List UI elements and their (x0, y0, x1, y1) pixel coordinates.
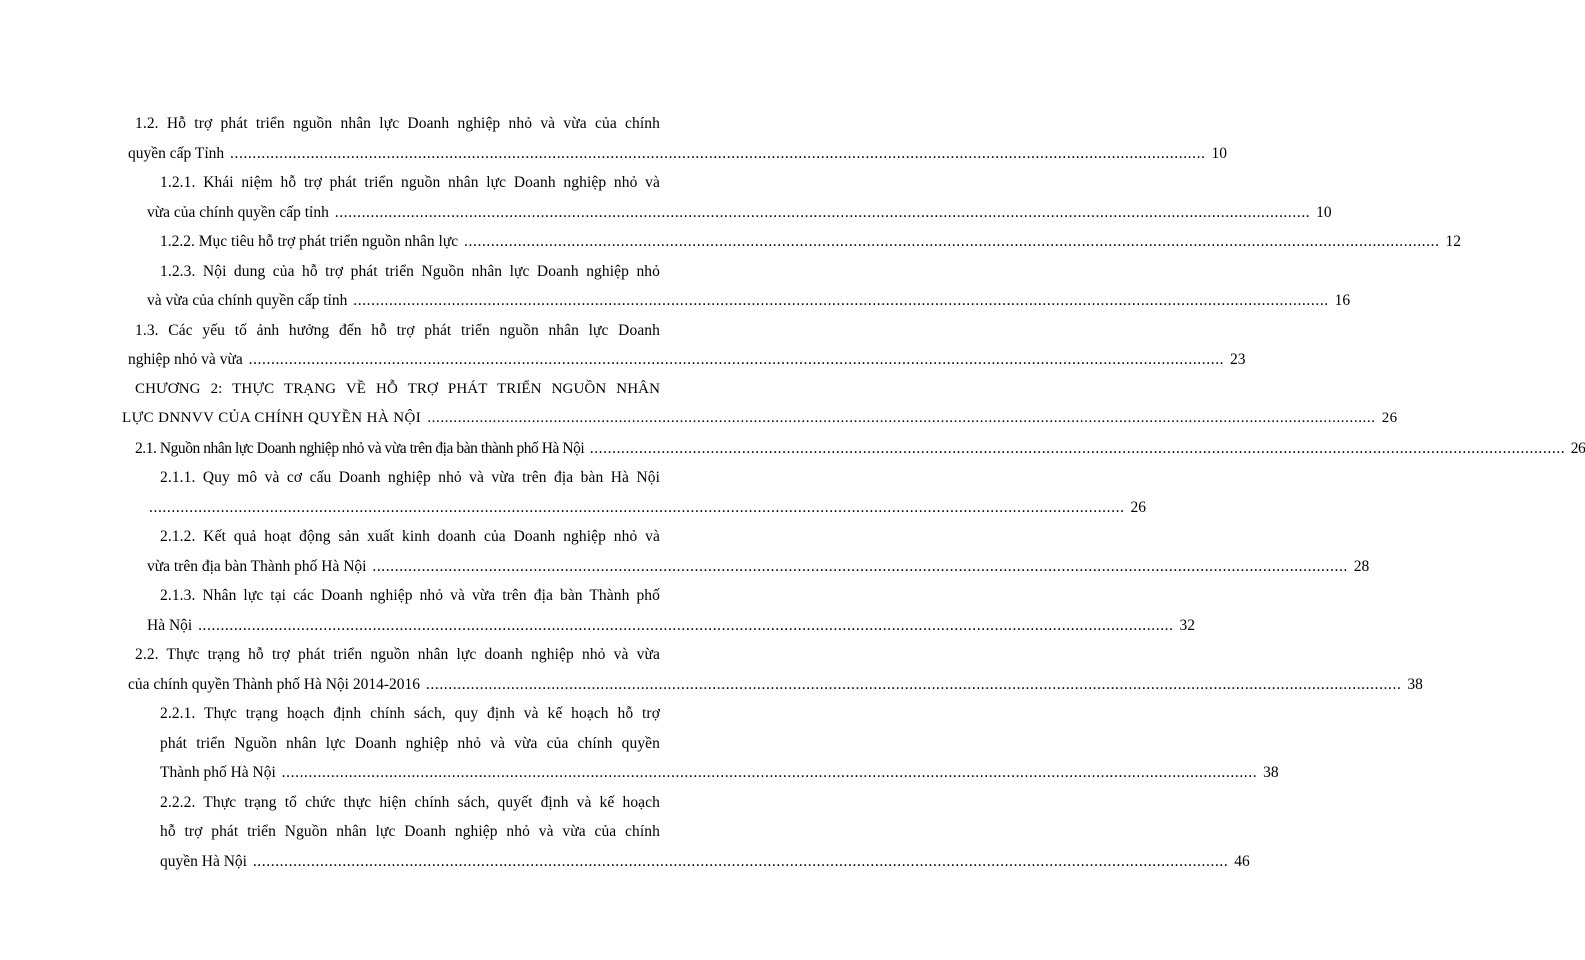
toc-page-number: 10 (1316, 203, 1332, 221)
dot-leader (282, 764, 1258, 781)
dot-leader (426, 676, 1402, 693)
dot-leader (464, 233, 1440, 250)
toc-entry-text: phát triển Nguồn nhân lực Doanh nghiệp nhỏ và vừa của chính quyền (160, 734, 660, 752)
toc-page-number: 10 (1211, 144, 1227, 162)
toc-entry-text: 2.2. Thực trạng hỗ trợ phát triển nguồn nhân lực doanh nghiệp nhỏ và vừa (135, 646, 660, 663)
toc-entry-last-line (128, 345, 1246, 375)
toc-page-number: 23 (1230, 351, 1246, 368)
toc-entry-chapter-2[interactable] (0, 375, 1398, 434)
toc-entry-text: 1.3. Các yếu tố ảnh hưởng đến hỗ trợ phát triển nguồn nhân lực Doanh (135, 321, 660, 339)
toc-entry-text: 2.2.2. Thực trạng tổ chức thực hiện chính sách, quyết định và kế hoạch (160, 793, 660, 811)
toc-page-number: 28 (1353, 557, 1370, 575)
dot-leader (149, 499, 1125, 516)
toc-entry-1-2[interactable] (0, 109, 1227, 168)
toc-entry-text: 1.2.3. Nội dung của hỗ trợ phát triển Nguồn nhân lực Doanh nghiệp nhỏ (160, 262, 660, 280)
toc-entry-last-line (135, 434, 1585, 464)
dot-leader (427, 410, 1375, 426)
toc-entry-last-line (147, 286, 1351, 316)
toc-entry-text: 2.2.1. Thực trạng hoạch định chính sách, quy định và kế hoạch hỗ trợ (160, 705, 660, 722)
toc-page-number: 26 (1570, 439, 1585, 457)
toc-entry-text: và vừa của chính quyền cấp tỉnh (147, 292, 348, 309)
toc-entry-1-2-1[interactable] (0, 168, 1332, 227)
toc-entry-last-line (128, 139, 1227, 169)
dot-leader (253, 853, 1229, 870)
toc-entry-2-1[interactable] (0, 434, 1585, 464)
toc-entry-last-line (122, 404, 1398, 434)
toc-page-number: 12 (1445, 233, 1461, 250)
toc-entry-text: 2.1.3. Nhân lực tại các Doanh nghiệp nhỏ và vừa trên địa bàn Thành phố (160, 587, 660, 604)
toc-entry-text: 2.1.2. Kết quả hoạt động sản xuất kinh doanh của Doanh nghiệp nhỏ và (160, 528, 660, 545)
toc-entry-last-line (160, 847, 1250, 877)
toc-page-number: 32 (1179, 616, 1196, 634)
dot-leader (249, 351, 1225, 368)
dot-leader (372, 558, 1348, 575)
toc-page-number: 16 (1334, 292, 1351, 309)
toc-entry-text: quyền Hà Nội (160, 852, 247, 870)
toc-entry-text: nghiệp nhỏ và vừa (128, 351, 243, 368)
toc-entry-text: vừa trên địa bàn Thành phố Hà Nội (147, 557, 367, 575)
toc-entry-text: của chính quyền Thành phố Hà Nội 2014-2016 (128, 675, 421, 693)
table-of-contents (0, 109, 1585, 876)
toc-entry-2-1-2[interactable] (0, 522, 1370, 581)
toc-page-number: 38 (1407, 675, 1423, 693)
toc-entry-2-2-1[interactable] (0, 699, 1279, 788)
toc-entry-text: 1.2.2. Mục tiêu hỗ trợ phát triển nguồn nhân lực (160, 233, 459, 250)
toc-entry-2-1-3[interactable] (0, 581, 1196, 640)
toc-entry-text: LỰC DNNVV CỦA CHÍNH QUYỀN HÀ NỘI (122, 410, 422, 426)
toc-page-number: 38 (1263, 764, 1279, 781)
toc-entry-text: quyền cấp Tỉnh (128, 144, 225, 162)
dot-leader (590, 440, 1566, 457)
toc-entry-1-3[interactable] (0, 316, 1246, 375)
dot-leader (335, 204, 1311, 221)
toc-entry-text: hỗ trợ phát triển Nguồn nhân lực Doanh nghiệp nhỏ và vừa của chính (160, 823, 660, 840)
toc-page-number: 26 (1130, 498, 1146, 516)
toc-entry-text: Thành phố Hà Nội (160, 764, 276, 781)
dot-leader (230, 145, 1206, 162)
toc-entry-text: CHƯƠNG 2: THỰC TRẠNG VỀ HỖ TRỢ PHÁT TRIỂN NGUỒN NHÂN (135, 380, 660, 397)
toc-entry-last-line (147, 552, 1370, 582)
toc-entry-last-line (147, 198, 1332, 228)
dot-leader (198, 617, 1174, 634)
toc-entry-text: 1.2.1. Khái niệm hỗ trợ phát triển nguồn nhân lực Doanh nghiệp nhỏ và (160, 174, 660, 191)
toc-entry-2-1-1[interactable] (0, 463, 1146, 522)
toc-entry-last-line (147, 611, 1196, 641)
dot-leader (353, 292, 1329, 309)
toc-entry-last-line (147, 493, 1146, 523)
toc-entry-text: 2.1.1. Quy mô và cơ cấu Doanh nghiệp nhỏ và vừa trên địa bàn Hà Nội (160, 469, 660, 486)
toc-entry-last-line (160, 758, 1279, 788)
toc-entry-last-line (160, 227, 1461, 257)
toc-entry-text: 2.1. Nguồn nhân lực Doanh nghiệp nhỏ và vừa trên địa bàn thành phố Hà Nội (135, 439, 585, 457)
toc-entry-last-line (128, 670, 1423, 700)
toc-page-number: 26 (1381, 410, 1398, 426)
toc-entry-1-2-2[interactable] (0, 227, 1461, 257)
toc-entry-text: 1.2. Hỗ trợ phát triển nguồn nhân lực Doanh nghiệp nhỏ và vừa của chính (135, 115, 660, 132)
toc-entry-text: Hà Nội (147, 616, 193, 634)
toc-page-number: 46 (1234, 852, 1250, 870)
toc-entry-2-2[interactable] (0, 640, 1423, 699)
toc-entry-2-2-2[interactable] (0, 788, 1250, 877)
toc-entry-text: vừa của chính quyền cấp tỉnh (147, 203, 329, 221)
toc-entry-1-2-3[interactable] (0, 257, 1351, 316)
